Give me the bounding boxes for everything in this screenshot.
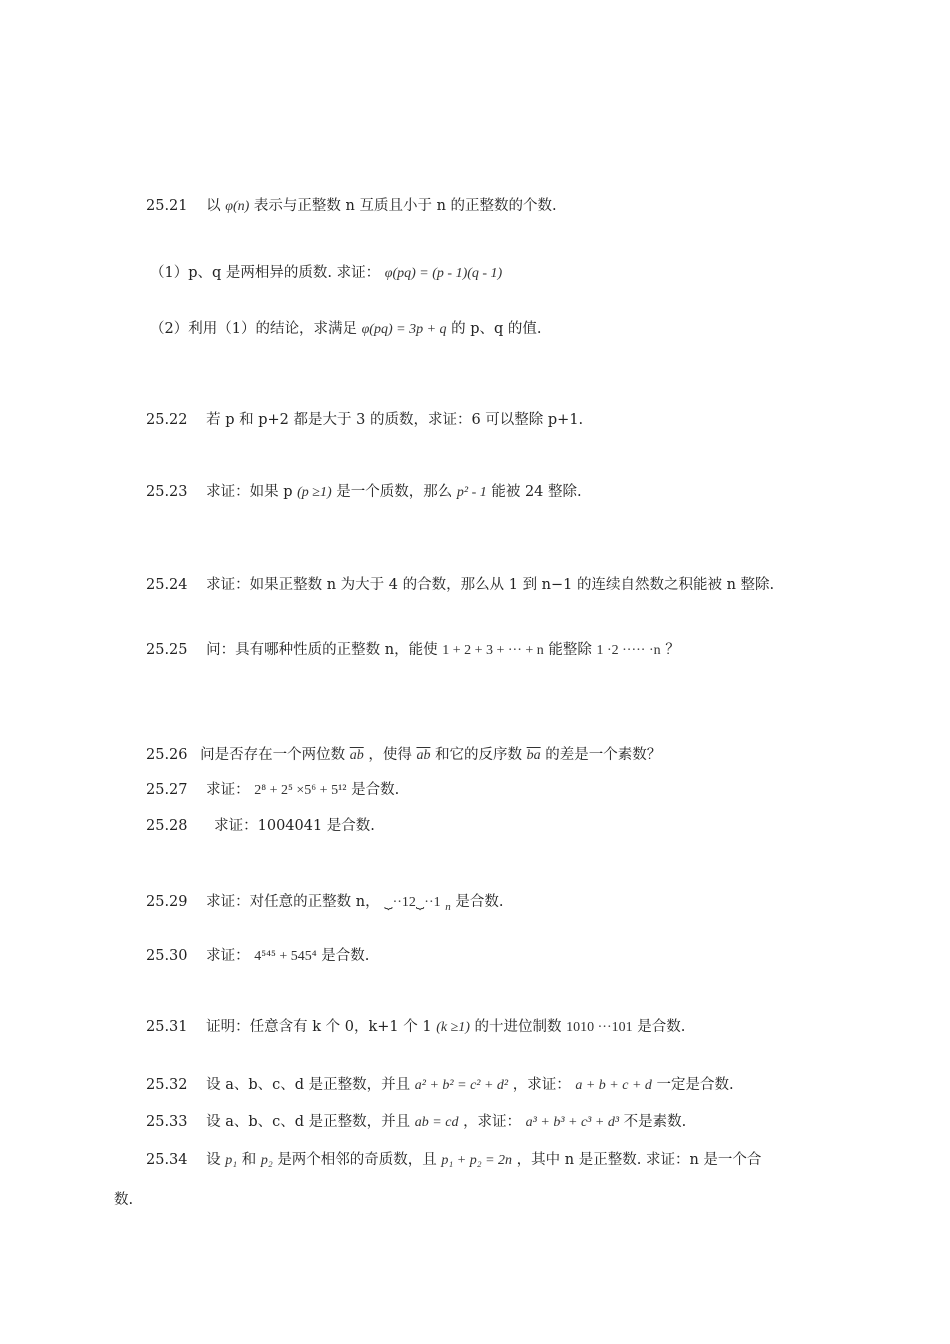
problem-25-21-part2	[150, 319, 542, 340]
problem-text: ，其中 n 是正整数. 求证：n 是一个合	[516, 1152, 762, 1168]
problem-text: 的 p、q 的值.	[451, 321, 542, 337]
problem-text: 是一个质数，那么	[336, 484, 453, 500]
problem-number: 25.34	[146, 1152, 188, 1168]
problem-text: 设 a、b、c、d 是正整数，并且	[206, 1077, 411, 1093]
problem-text: 和	[241, 1152, 257, 1168]
math-expression: p₂	[260, 1153, 273, 1168]
problem-text: ？	[665, 642, 680, 658]
problem-number: 25.32	[146, 1077, 188, 1093]
problem-text: ，求证：	[512, 1077, 571, 1093]
math-expression: (p ≥1)	[297, 485, 332, 500]
problem-text: 问是否存在一个两位数	[200, 747, 346, 763]
math-expression: a + b + c + d	[575, 1078, 652, 1093]
problem-text: ，求证：	[463, 1114, 522, 1130]
problem-25-34	[146, 1150, 761, 1171]
problem-text: （1）p、q 是两相异的质数. 求证：	[150, 265, 381, 281]
math-expression: 4⁵⁴⁵ + 545⁴	[254, 949, 317, 964]
problem-text: ，使得	[368, 747, 412, 763]
problem-text: 是合数.	[351, 782, 400, 798]
problem-number: 25.27	[146, 782, 188, 798]
problem-25-27	[146, 780, 399, 801]
problem-25-28	[146, 816, 375, 836]
problem-number: 25.29	[146, 894, 188, 910]
problem-number: 25.30	[146, 948, 188, 964]
problem-25-32	[146, 1075, 734, 1096]
math-subscript: n	[445, 900, 451, 913]
problem-text: 不是素数.	[623, 1114, 687, 1130]
problem-text: 求证：	[206, 782, 250, 798]
problem-text: 是合数.	[637, 1019, 686, 1035]
problem-number: 25.25	[146, 642, 188, 658]
math-expression: $\overline{ba}$	[526, 748, 541, 763]
math-expression: φ(pq) = (p - 1)(q - 1)	[384, 266, 503, 281]
problem-text: 求证：	[206, 948, 250, 964]
problem-text: 以	[206, 198, 221, 214]
problem-25-23	[146, 482, 582, 503]
math-expression: ⏟··12⏟··1	[384, 895, 441, 910]
math-expression: $\overline{ab}$	[416, 748, 431, 763]
problem-text: 能整除	[548, 642, 592, 658]
problem-number: 25.28	[146, 818, 188, 834]
math-expression: φ(pq) = 3p + q	[361, 322, 447, 337]
problem-text: 的十进位制数	[474, 1019, 562, 1035]
math-expression: ab = cd	[414, 1115, 459, 1130]
problem-number: 25.23	[146, 484, 188, 500]
problem-text: 一定是合数.	[656, 1077, 734, 1093]
problem-text: 数.	[114, 1192, 134, 1208]
problem-text: 和它的反序数	[435, 747, 523, 763]
problem-25-25	[146, 640, 680, 661]
problem-25-33	[146, 1112, 686, 1133]
math-expression: 2⁸ + 2⁵ ×5⁶ + 5¹²	[254, 783, 347, 798]
math-expression: a² + b² = c² + d²	[414, 1078, 509, 1093]
problem-25-21	[146, 196, 557, 217]
problem-number: 25.22	[146, 412, 188, 428]
problem-text: 是两个相邻的奇质数，且	[277, 1152, 437, 1168]
problem-text: 求证：1004041 是合数.	[214, 818, 375, 834]
problem-text: 若 p 和 p+2 都是大于 3 的质数，求证：6 可以整除 p+1.	[206, 412, 584, 428]
math-expression: (k ≥1)	[436, 1020, 470, 1035]
problem-number: 25.31	[146, 1019, 188, 1035]
math-expression: $\overline{ab}$	[349, 748, 364, 763]
problem-25-30	[146, 946, 369, 967]
problem-text: 求证：对任意的正整数 n，	[206, 894, 380, 910]
problem-text: 设	[206, 1152, 221, 1168]
math-expression: φ(n)	[225, 199, 250, 214]
problem-text: 表示与正整数 n 互质且小于 n 的正整数的个数.	[253, 198, 557, 214]
problem-text: 能被 24 整除.	[491, 484, 582, 500]
problem-text: 设 a、b、c、d 是正整数，并且	[206, 1114, 411, 1130]
math-expression: 1010 ···101	[566, 1020, 633, 1035]
problem-text: 是合数.	[455, 894, 504, 910]
problem-text: 证明：任意含有 k 个 0，k+1 个 1	[206, 1019, 432, 1035]
problem-25-24	[146, 575, 774, 595]
problem-25-21-part1	[150, 263, 502, 284]
math-expression: p₁	[225, 1153, 238, 1168]
problem-text: 的差是一个素数？	[545, 747, 662, 763]
problem-25-34-continuation	[114, 1190, 133, 1210]
problem-25-31	[146, 1017, 685, 1038]
math-expression: p² - 1	[456, 485, 487, 500]
problem-number: 25.21	[146, 198, 188, 214]
math-expression: p₁ + p₂ = 2n	[441, 1153, 513, 1168]
problem-number: 25.24	[146, 577, 188, 593]
problem-text: 求证：如果 p	[206, 484, 293, 500]
math-expression: 1 ·2 ····· ·n	[596, 643, 661, 658]
math-expression: 1 + 2 + 3 + ··· + n	[442, 643, 544, 658]
math-expression: a³ + b³ + c³ + d³	[525, 1115, 620, 1130]
problem-text: （2）利用（1）的结论，求满足	[150, 321, 357, 337]
problem-25-29	[146, 892, 503, 917]
problem-text: 问：具有哪种性质的正整数 n，能使	[206, 642, 438, 658]
problem-25-26	[146, 745, 661, 766]
problem-number: 25.26	[146, 747, 188, 763]
problem-number: 25.33	[146, 1114, 188, 1130]
problem-text: 是合数.	[321, 948, 370, 964]
problem-text: 求证：如果正整数 n 为大于 4 的合数，那么从 1 到 n−1 的连续自然数之积能被 n 整除.	[206, 577, 775, 593]
problem-25-22	[146, 410, 583, 430]
